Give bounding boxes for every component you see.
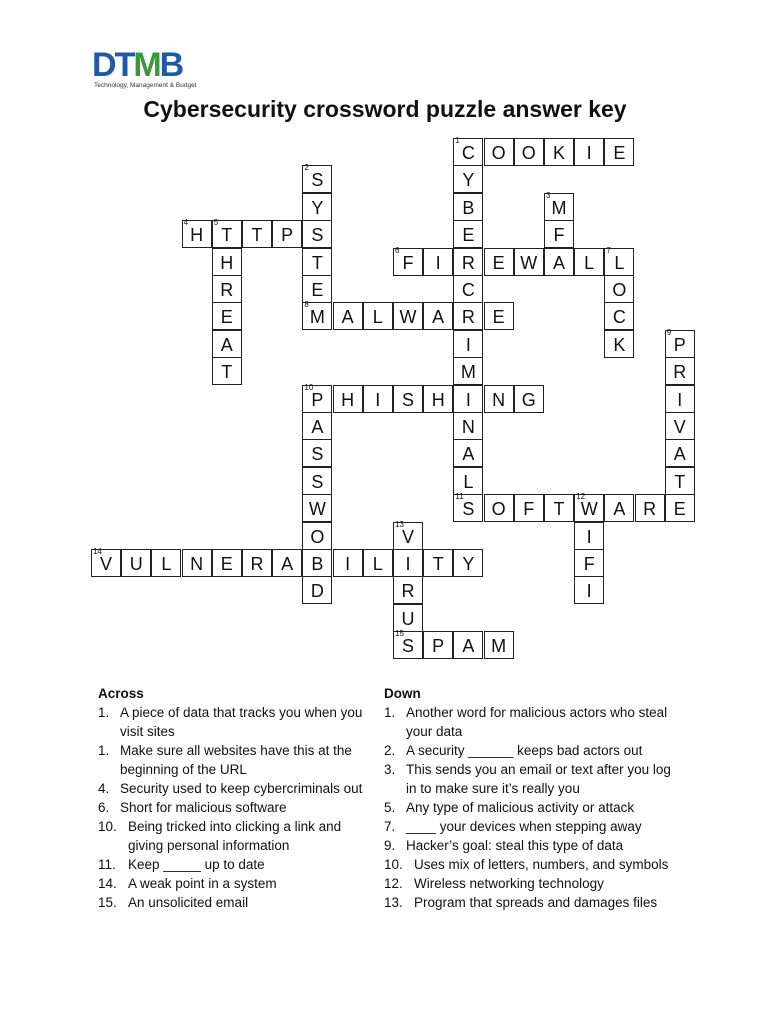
cell-letter: I bbox=[375, 389, 381, 410]
clue-number: 9 bbox=[666, 327, 672, 337]
grid-cell bbox=[574, 248, 604, 276]
cell-letter: C bbox=[461, 143, 475, 163]
grid-cell bbox=[453, 549, 483, 577]
cell-letter: E bbox=[220, 307, 233, 328]
cell-letter: D bbox=[310, 581, 324, 602]
cell-letter: L bbox=[372, 554, 383, 574]
grid-cell bbox=[302, 439, 332, 467]
down-clue bbox=[384, 874, 674, 893]
grid-cell bbox=[574, 138, 604, 166]
cell-letter: O bbox=[491, 143, 506, 163]
across-clue bbox=[98, 779, 380, 798]
logo-wordmark: DTMB bbox=[92, 46, 183, 84]
grid-cell bbox=[544, 494, 574, 522]
grid-cell bbox=[212, 248, 242, 276]
cell-letter: S bbox=[311, 170, 324, 191]
clue-number: 12. bbox=[384, 876, 403, 891]
cell-letter: A bbox=[341, 307, 354, 328]
clue-number: 7. bbox=[384, 819, 396, 834]
cell-letter: E bbox=[613, 143, 626, 163]
cell-letter: I bbox=[586, 526, 592, 547]
grid-cell bbox=[665, 412, 695, 440]
grid-cell bbox=[604, 330, 634, 358]
across-clue bbox=[98, 874, 380, 893]
grid-cell bbox=[574, 576, 604, 604]
clue-number: 1. bbox=[384, 705, 396, 720]
down-heading: Down bbox=[384, 686, 421, 701]
across-clue bbox=[98, 741, 380, 779]
clue-number: 6. bbox=[98, 800, 110, 815]
clue-text: Wireless networking technology bbox=[414, 876, 604, 891]
clue-number: 5 bbox=[213, 218, 219, 228]
clue-number: 14. bbox=[98, 876, 117, 891]
grid-cell bbox=[423, 631, 453, 659]
cell-letter: R bbox=[250, 554, 264, 574]
grid-cell bbox=[453, 439, 483, 467]
page-title: Cybersecurity crossword puzzle answer key bbox=[143, 96, 627, 122]
grid-cell bbox=[333, 549, 363, 577]
cell-letter: S bbox=[401, 636, 414, 657]
clue-text: Short for malicious software bbox=[120, 800, 287, 815]
cell-letter: A bbox=[220, 334, 233, 355]
clue-number: 1. bbox=[98, 705, 110, 720]
grid-cell bbox=[212, 220, 242, 248]
cell-letter: M bbox=[309, 307, 325, 328]
cell-letter: G bbox=[521, 389, 536, 410]
clue-number: 13 bbox=[395, 519, 404, 529]
grid-cell bbox=[91, 549, 121, 577]
grid-cell bbox=[453, 220, 483, 248]
clue-text: Make sure all websites have this at the beginning of the URL bbox=[120, 743, 352, 777]
clue-text: Hacker’s goal: steal this type of data bbox=[406, 838, 624, 853]
cell-letter: Y bbox=[462, 554, 475, 574]
cell-letter: R bbox=[673, 362, 687, 383]
clue-number: 4 bbox=[183, 218, 189, 228]
grid-cell bbox=[484, 494, 514, 522]
grid-cell bbox=[453, 357, 483, 385]
cell-letter: I bbox=[586, 581, 592, 602]
grid-cell bbox=[393, 302, 423, 330]
grid-cell bbox=[574, 522, 604, 550]
grid-cell bbox=[212, 549, 242, 577]
cell-letter: V bbox=[99, 554, 112, 574]
cell-letter: W bbox=[308, 499, 326, 520]
cell-letter: C bbox=[612, 307, 626, 328]
clue-number: 10. bbox=[384, 857, 403, 872]
down-clue bbox=[384, 817, 674, 836]
grid-cell bbox=[453, 412, 483, 440]
grid-cell bbox=[302, 220, 332, 248]
grid-cell bbox=[363, 385, 393, 413]
cell-letter: A bbox=[462, 636, 475, 657]
cell-letter: S bbox=[311, 444, 324, 465]
cell-letter: E bbox=[462, 225, 475, 246]
cell-letter: R bbox=[401, 581, 415, 602]
cell-letter: V bbox=[401, 526, 414, 547]
cell-letter: M bbox=[551, 197, 567, 218]
grid-cell bbox=[393, 576, 423, 604]
cell-letter: H bbox=[220, 252, 234, 273]
grid-cell bbox=[544, 190, 574, 221]
clue-number: 14 bbox=[93, 547, 102, 556]
cell-letter: R bbox=[461, 307, 475, 328]
across-clue bbox=[98, 893, 380, 912]
cell-letter: E bbox=[492, 307, 505, 328]
grid-cell bbox=[665, 439, 695, 467]
cell-letter: L bbox=[584, 252, 595, 273]
grid-cell bbox=[453, 385, 483, 413]
clue-number: 2. bbox=[384, 743, 396, 758]
grid-cell bbox=[484, 631, 514, 659]
grid-cell bbox=[423, 549, 453, 577]
grid-cell bbox=[393, 631, 423, 659]
grid-cell bbox=[393, 245, 423, 276]
grid-cell bbox=[544, 220, 574, 248]
cell-letter: M bbox=[460, 362, 476, 383]
grid-cell bbox=[423, 302, 453, 330]
grid-cell bbox=[665, 467, 695, 495]
grid-cell bbox=[393, 519, 423, 550]
cell-letter: R bbox=[643, 499, 657, 520]
cell-letter: K bbox=[613, 334, 626, 355]
down-clue bbox=[384, 703, 674, 741]
grid-cell bbox=[604, 245, 634, 276]
across-clue bbox=[98, 817, 380, 855]
down-clues bbox=[384, 684, 674, 912]
clue-text: This sends you an email or text after you log in to make sure it’s really you bbox=[406, 762, 671, 796]
grid-cell bbox=[272, 549, 302, 577]
grid-cell bbox=[302, 193, 332, 221]
clue-text: ____ your devices when stepping away bbox=[406, 819, 642, 834]
grid-cell bbox=[363, 549, 393, 577]
grid-cell bbox=[302, 302, 332, 330]
down-clue bbox=[384, 798, 674, 817]
cell-letter: H bbox=[341, 389, 355, 410]
cell-letter: W bbox=[399, 307, 417, 328]
clue-number: 10. bbox=[98, 819, 117, 834]
clue-number: 15. bbox=[98, 895, 117, 910]
clue-text: Program that spreads and damages files bbox=[414, 895, 658, 910]
grid-cell bbox=[393, 385, 423, 413]
grid-cell bbox=[453, 193, 483, 221]
grid-cell bbox=[604, 302, 634, 330]
grid-cell bbox=[302, 576, 332, 604]
cell-letter: V bbox=[673, 417, 686, 437]
grid-cell bbox=[635, 494, 665, 522]
grid-cell bbox=[302, 248, 332, 276]
cell-letter: O bbox=[310, 526, 325, 547]
cell-letter: N bbox=[492, 389, 506, 410]
cell-letter: Y bbox=[462, 170, 475, 191]
down-clue bbox=[384, 741, 674, 760]
grid-cell bbox=[544, 138, 574, 166]
grid-cell bbox=[302, 467, 332, 495]
grid-cell bbox=[453, 165, 483, 193]
grid-cell bbox=[302, 165, 332, 193]
clue-number: 5. bbox=[384, 800, 396, 815]
grid-cell bbox=[393, 549, 423, 577]
cell-letter: M bbox=[491, 636, 507, 657]
cell-letter: T bbox=[674, 471, 686, 492]
grid-cell bbox=[604, 494, 634, 522]
cell-letter: T bbox=[221, 362, 233, 383]
across-clues bbox=[98, 684, 380, 912]
grid-cell bbox=[574, 549, 604, 577]
cell-letter: I bbox=[405, 554, 411, 574]
cell-letter: W bbox=[580, 499, 598, 520]
grid-cell bbox=[665, 494, 695, 522]
grid-cell bbox=[665, 357, 695, 385]
grid-cell bbox=[363, 302, 393, 330]
down-clue bbox=[384, 855, 674, 874]
cell-letter: L bbox=[463, 471, 474, 492]
grid-cell bbox=[242, 220, 272, 248]
clue-number: 4. bbox=[98, 781, 110, 796]
cell-letter: S bbox=[311, 225, 324, 246]
grid-cell bbox=[665, 327, 695, 358]
cell-letter: T bbox=[432, 554, 444, 574]
cell-letter: H bbox=[190, 225, 204, 246]
grid-cell bbox=[333, 302, 363, 330]
across-heading: Across bbox=[98, 686, 144, 701]
clue-number: 1. bbox=[98, 743, 110, 758]
grid-cell bbox=[453, 467, 483, 495]
cell-letter: A bbox=[552, 252, 565, 273]
grid-cell bbox=[544, 248, 574, 276]
cell-letter: P bbox=[673, 334, 686, 355]
cell-letter: O bbox=[521, 143, 536, 163]
grid-cell bbox=[514, 138, 544, 166]
clue-text: Uses mix of letters, numbers, and symbols bbox=[414, 857, 669, 872]
grid-cell bbox=[242, 549, 272, 577]
clue-text: Another word for malicious actors who steal your data bbox=[406, 705, 668, 739]
grid-cell bbox=[302, 275, 332, 303]
grid-cell bbox=[212, 357, 242, 385]
grid-cell bbox=[302, 412, 332, 440]
clue-text: Being tricked into clicking a link and giving personal information bbox=[128, 819, 342, 853]
cell-letter: C bbox=[461, 280, 475, 300]
grid-cell bbox=[423, 248, 453, 276]
grid-cell bbox=[212, 302, 242, 330]
clue-number: 9. bbox=[384, 838, 396, 853]
clue-number: 3 bbox=[546, 190, 551, 200]
grid-cell bbox=[393, 604, 423, 632]
cell-letter: S bbox=[401, 389, 414, 410]
grid-cell bbox=[272, 220, 302, 248]
cell-letter: E bbox=[492, 252, 505, 273]
clue-text: A security ______ keeps bad actors out bbox=[406, 743, 643, 758]
clue-text: Any type of malicious activity or attack bbox=[406, 800, 635, 815]
cell-letter: A bbox=[673, 444, 686, 465]
clue-number: 3. bbox=[384, 762, 396, 777]
cell-letter: A bbox=[432, 307, 445, 328]
clue-text: Security used to keep cybercriminals out bbox=[120, 781, 363, 796]
cell-letter: U bbox=[129, 554, 143, 574]
grid-cell bbox=[212, 275, 242, 303]
logo-subtitle: Technology, Management & Budget bbox=[94, 82, 197, 89]
cell-letter: S bbox=[462, 499, 475, 520]
cell-letter: E bbox=[673, 499, 686, 520]
cell-letter: S bbox=[311, 471, 324, 492]
grid-cell bbox=[302, 494, 332, 522]
clue-number: 13. bbox=[384, 895, 403, 910]
cell-letter: T bbox=[221, 225, 233, 246]
clue-number: 7 bbox=[606, 245, 611, 255]
cell-letter: F bbox=[402, 252, 414, 273]
grid-cell bbox=[302, 522, 332, 550]
grid-cell bbox=[453, 248, 483, 276]
grid-cell bbox=[514, 248, 544, 276]
grid-cell bbox=[514, 494, 544, 522]
cell-letter: I bbox=[435, 252, 441, 273]
grid-cell bbox=[302, 549, 332, 577]
cell-letter: I bbox=[465, 334, 471, 355]
cell-letter: U bbox=[401, 608, 415, 629]
grid-cell bbox=[121, 549, 151, 577]
grid-cell bbox=[453, 631, 483, 659]
down-clue bbox=[384, 893, 674, 912]
cell-letter: Y bbox=[311, 197, 324, 218]
grid-cell bbox=[514, 385, 544, 413]
cell-letter: N bbox=[461, 417, 475, 437]
clue-text: A weak point in a system bbox=[128, 876, 277, 891]
cell-letter: R bbox=[461, 252, 475, 273]
down-clue bbox=[384, 836, 674, 855]
across-clue bbox=[98, 798, 380, 817]
cell-letter: E bbox=[220, 554, 233, 574]
across-clue bbox=[98, 703, 380, 741]
grid-cell bbox=[453, 494, 483, 522]
grid-cell bbox=[484, 248, 514, 276]
cell-letter: T bbox=[251, 225, 263, 246]
grid-cell bbox=[484, 385, 514, 413]
clue-number: 6 bbox=[395, 245, 400, 255]
clue-number: 11. bbox=[98, 857, 116, 872]
grid-cell bbox=[333, 385, 363, 413]
cell-letter: P bbox=[311, 389, 324, 410]
grid-cell bbox=[665, 385, 695, 413]
cell-letter: I bbox=[465, 389, 471, 410]
cell-letter: W bbox=[520, 252, 538, 273]
across-clue bbox=[98, 855, 380, 874]
cell-letter: I bbox=[586, 143, 592, 163]
clue-number: 8 bbox=[304, 300, 309, 310]
clue-number: 10 bbox=[304, 382, 314, 392]
cell-letter: F bbox=[523, 499, 535, 520]
cell-letter: K bbox=[552, 143, 565, 163]
cell-letter: L bbox=[372, 307, 383, 328]
grid-cell bbox=[423, 385, 453, 413]
clue-text: Keep _____ up to date bbox=[128, 857, 265, 872]
clue-text: A piece of data that tracks you when you visit sites bbox=[120, 705, 363, 739]
cell-letter: I bbox=[677, 389, 683, 410]
cell-letter: O bbox=[491, 499, 506, 520]
cell-letter: L bbox=[161, 554, 172, 574]
cell-letter: A bbox=[613, 499, 626, 520]
cell-letter: H bbox=[431, 389, 445, 410]
cell-letter: A bbox=[281, 554, 294, 574]
clue-text: An unsolicited email bbox=[128, 895, 249, 910]
grid-cell bbox=[484, 138, 514, 166]
cell-letter: P bbox=[281, 225, 294, 246]
grid-cell bbox=[182, 220, 212, 248]
grid-cell bbox=[484, 302, 514, 330]
cell-letter: F bbox=[553, 225, 565, 246]
cell-letter: I bbox=[345, 554, 351, 574]
cell-letter: O bbox=[612, 280, 627, 300]
clue-number: 15 bbox=[395, 629, 404, 639]
cell-letter: T bbox=[553, 499, 565, 520]
grid-cell bbox=[151, 549, 181, 577]
cell-letter: F bbox=[583, 554, 595, 574]
cell-letter: B bbox=[311, 554, 324, 574]
grid-cell bbox=[453, 302, 483, 330]
clue-number: 1 bbox=[455, 136, 460, 145]
grid-cell bbox=[453, 275, 483, 303]
cell-letter: A bbox=[462, 444, 475, 465]
grid-cell bbox=[302, 382, 332, 413]
grid-cell bbox=[453, 330, 483, 358]
cell-letter: A bbox=[311, 417, 324, 437]
clue-number: 2 bbox=[304, 163, 309, 173]
grid-cell bbox=[182, 549, 212, 577]
clue-number: 12 bbox=[576, 492, 586, 502]
cell-letter: P bbox=[432, 636, 445, 657]
grid-cell bbox=[212, 330, 242, 358]
clue-number: 11 bbox=[455, 492, 464, 502]
cell-letter: N bbox=[190, 554, 204, 574]
cell-letter: E bbox=[311, 280, 324, 300]
down-clue bbox=[384, 760, 674, 798]
grid-cell bbox=[604, 275, 634, 303]
grid-cell bbox=[604, 138, 634, 166]
cell-letter: T bbox=[311, 252, 323, 273]
cell-letter: R bbox=[220, 280, 234, 300]
grid-cell bbox=[574, 494, 604, 522]
grid-cell bbox=[453, 138, 483, 166]
cell-letter: L bbox=[614, 252, 625, 273]
cell-letter: B bbox=[462, 197, 475, 218]
